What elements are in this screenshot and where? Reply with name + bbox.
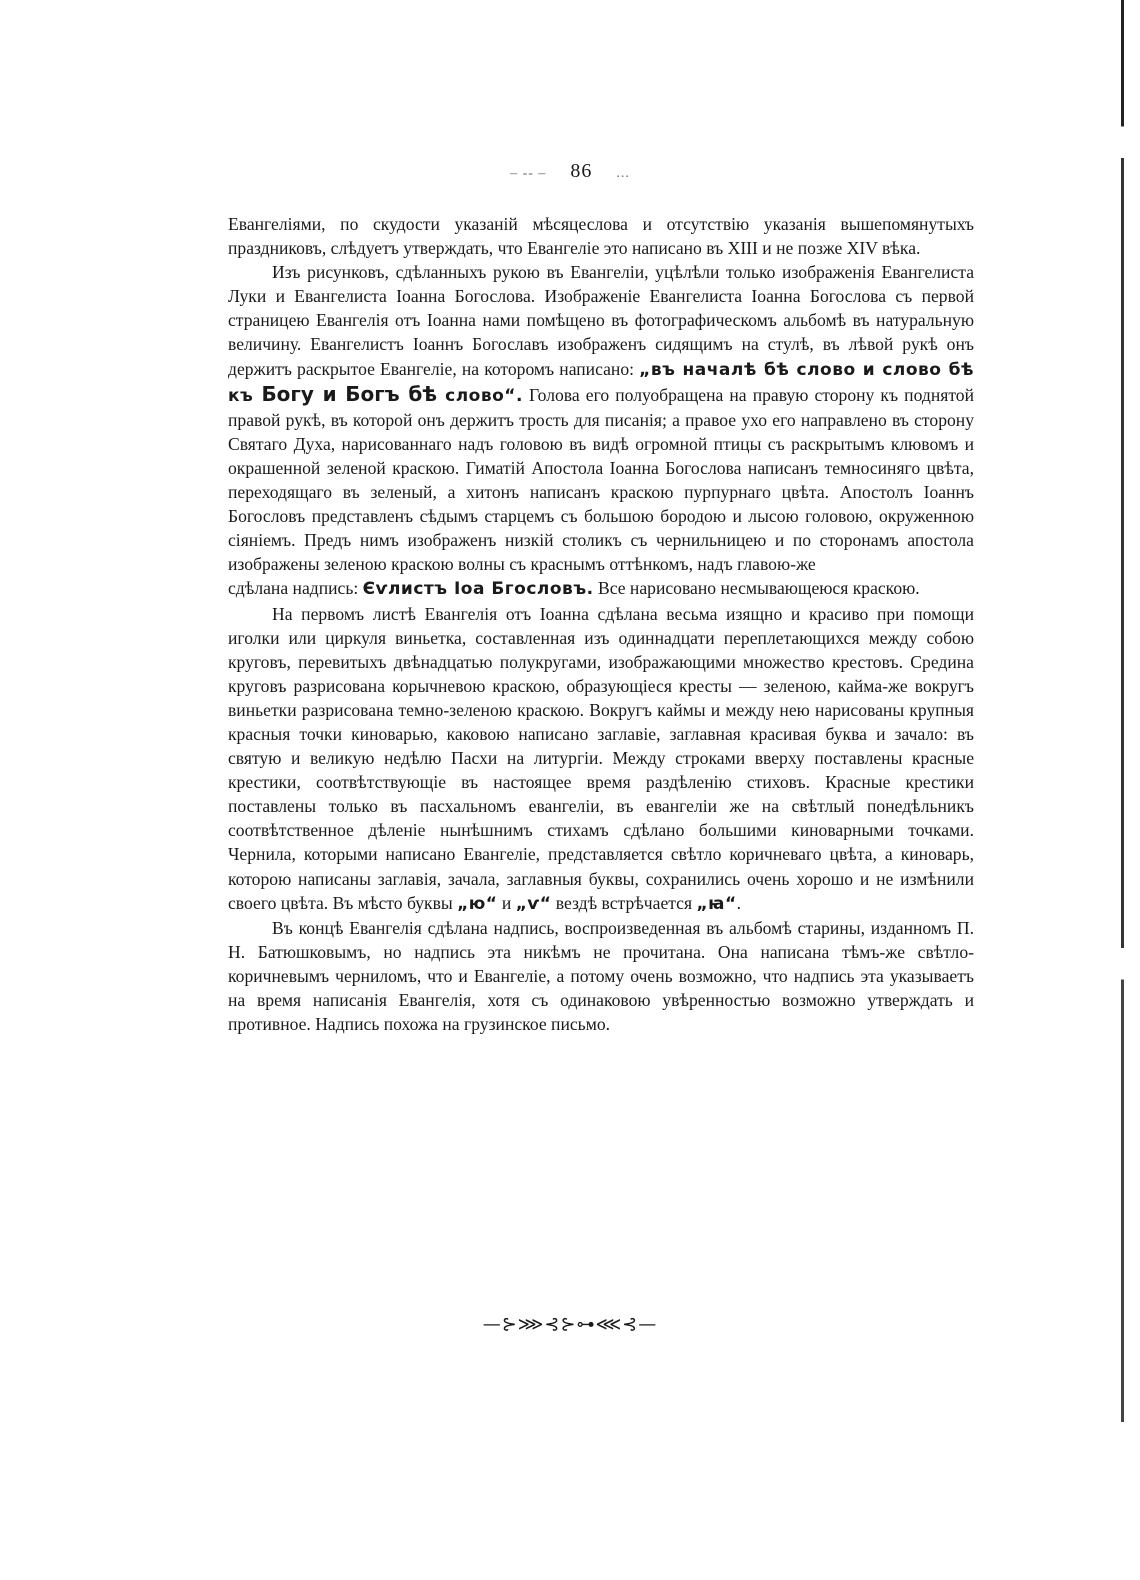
header-dashes-left: – -- – — [510, 166, 547, 181]
page-number: 86 — [570, 160, 593, 182]
inscription-intro: сдѣлана надпись: — [228, 578, 363, 599]
page-header — [0, 160, 1140, 183]
inscription-after: Все нарисовано несмывающеюся краскою. — [593, 578, 920, 599]
paragraph-3 — [228, 602, 974, 916]
letter-izhitsa: „ѵ“ — [515, 893, 552, 914]
paragraph-2-part-a: Изъ рисунковъ, сдѣланныхъ рукою въ Евангеліи, уцѣлѣли только изображенія Евангелиста Луки и Евангелиста Іоанна Богослова. Изображеніе Евангелиста Іоанна Богослова съ первой страницею Евангелія отъ Іоанна нами помѣщено въ фотографическомъ альбомѣ въ натуральную величину. Евангелистъ Іоаннъ Богославъ изображенъ сидящимъ на стулѣ, въ лѣвой рукѣ онъ держитъ раскрытое Евангеліе, на которомъ написано: — [228, 262, 974, 379]
gospel-quote-part-3: слово“. — [437, 385, 523, 406]
letter-ya: „ꙗ“ — [696, 893, 737, 914]
paragraph-3-end-b: . — [736, 892, 742, 913]
header-dashes-right: ... — [616, 166, 630, 181]
body-text — [228, 212, 974, 1036]
paragraph-2-part-b: Голова его полуобращена на правую сторону къ поднятой правой рукѣ, въ которой онъ держитъ трость для писанія; а правое ухо его направлено въ сторону Святаго Духа, нарисованнаго надъ головою въ видѣ огромной птицы съ раскрытымъ клювомъ и окрашенной зеленой краскою. Гиматій Апостола Іоанна Богослова написанъ темносиняго цвѣта, переходящаго въ зеленый, а хитонъ написанъ краскою пурпурнаго цвѣта. Апостолъ Іоаннъ Богословъ представленъ сѣдымъ старцемъ съ большою бородою и лысою головою, окруженною сіяніемъ. Предъ нимъ изображенъ низкій столикъ съ чернильницею и по сторонамъ апостола изображены зеленою краскою волны съ краснымъ оттѣнкомъ, надъ главою-же — [228, 384, 974, 575]
old-slavonic-inscription: Єѵлистъ Іоа Бгословъ. — [362, 579, 594, 600]
closing-ornament-icon: —⊱⋙⊰⊱⊶⋘⊰— — [482, 1314, 658, 1335]
paragraph-4: Въ концѣ Евангелія сдѣлана надпись, воспроизведенная въ альбомѣ старины, изданномъ П. Н. Батюшковымъ, но надпись эта никѣмъ не прочитана. Она написана тѣмъ-же свѣтло-коричневымъ черниломъ, что и Евангеліе, а потому очень возможно, что надпись эта указываетъ на время написанія Евангелія, хотя съ одинаковою увѣренностью возможно утверждать и противное. Надпись похожа на грузинское письмо. — [228, 917, 974, 1035]
gospel-quote-part-1: „въ началѣ бѣ слово и слово бѣ къ — [228, 359, 975, 406]
letter-yu: „ю“ — [457, 893, 498, 914]
scan-edge-line — [1121, 0, 1124, 1580]
paragraph-2 — [228, 260, 974, 576]
paragraph-3-end-a: вездѣ встрѣчается — [551, 892, 697, 913]
paragraph-3-mid: и — [497, 892, 516, 913]
paragraph-3-text: На первомъ листѣ Евангелія отъ Іоанна сдѣлана весьма изящно и красиво при помощи иголки или циркуля виньетка, составленная изъ одиннадцати переплетающихся между собою круговъ, перевитыхъ двѣнадцатью полукругами, изображающими множество крестовъ. Средина круговъ разрисована корычневою краскою, образующіеся кресты — зеленою, кайма-же вокругъ виньетки разрисована темно-зеленою краскою. Вокругъ каймы и между нею нарисованы крупныя красныя точки киноварью, каковою написано заглавіе, заглавная красивая буква и зачало: въ святую и великую недѣлю Пасхи на литургіи. Между строками вверху поставлены красные крестики, соотвѣтствующіе въ настоящее время раздѣленію стиховъ. Красные крестики поставлены только въ пасхальномъ евангеліи, въ евангеліи же на свѣтлый понедѣльникъ соотвѣтственное дѣленіе нынѣшнимъ стихамъ сдѣлано большими киноварными точками. Чернила, которыми написано Евангеліе, представляется свѣтло коричневаго цвѣта, а киноварь, которою написаны заглавія, зачала, заглавныя буквы, сохранились очень хорошо и не измѣнили своего цвѣта. Въ мѣсто буквы — [228, 603, 974, 913]
paragraph-1: Евангеліями, по скудости указаній мѣсяцеслова и отсутствію указанія вышепомянутыхъ праздниковъ, слѣдуетъ утверждать, что Евангеліе это написано въ XIII и не позже XIV вѣка. — [228, 214, 974, 259]
paragraph-2-inscription-line — [228, 576, 974, 601]
gospel-quote-part-2: Богу и Богъ бѣ — [261, 381, 438, 406]
